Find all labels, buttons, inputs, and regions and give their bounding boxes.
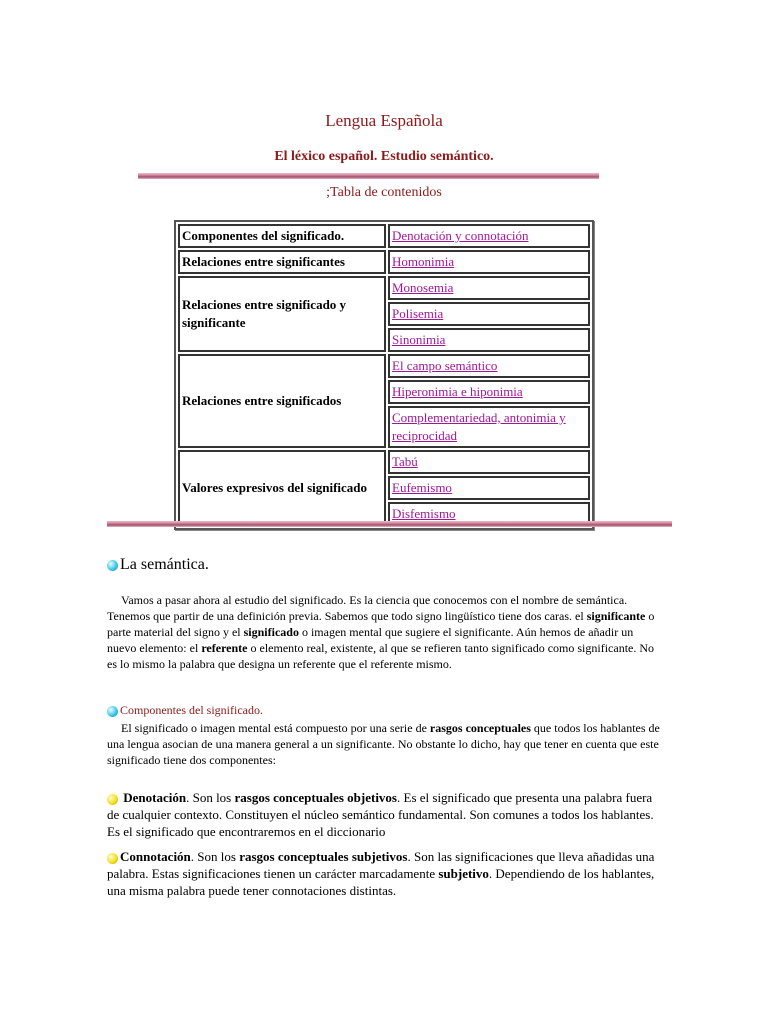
toc-link-denotacion[interactable]: Denotación y connotación [392,228,529,243]
page-title: Lengua Española [325,111,443,130]
bullet-ball-icon [107,560,118,571]
toc-category: Valores expresivos del significado [178,450,386,526]
toc-link-sinonimia[interactable]: Sinonimia [392,332,446,347]
section-heading-semantica [107,556,209,574]
toc-link-homonimia[interactable]: Homonimia [392,254,455,269]
section-heading-componentes [107,703,263,718]
toc-link-complementariedad[interactable]: Complementariedad, antonimia y reciprocidad [392,410,566,443]
bullet-ball-icon [107,794,118,805]
toc-table [174,220,594,530]
toc-title: ;Tabla de contenidos [326,185,442,200]
paragraph-denotacion: Denotación. Son los rasgos conceptuales objetivos. Es el significado que presenta una palabra fuera de cualquier contexto. Constituyen el núcleo semántico fundamental. Son comunes a todos los hablantes. Es el significado que encontraremos en el diccionario [107,790,654,839]
table-row [178,250,590,274]
toc-link-monosemia[interactable]: Monosemia [392,280,454,295]
toc-category: Componentes del significado. [178,224,386,248]
toc-category: Relaciones entre significado y significante [178,276,386,352]
table-row [178,276,590,300]
toc-link-tabu[interactable]: Tabú [392,454,418,469]
page-subtitle: El léxico español. Estudio semántico. [274,149,494,164]
toc-link-campo-semantico[interactable]: El campo semántico [392,358,498,373]
paragraph-connotacion: Connotación. Son los rasgos conceptuales subjetivos. Son las significaciones que lleva añadidas una palabra. Estas significaciones tienen un carácter marcadamente subjetivo. Dependiendo de los hablantes, una misma palabra puede tener connotaciones distintas. [107,849,655,898]
toc-link-polisemia[interactable]: Polisemia [392,306,444,321]
section-heading-text: La semántica. [120,556,209,573]
toc-link-eufemismo[interactable]: Eufemismo [392,480,452,495]
paragraph-componentes: El significado o imagen mental está compuesto por una serie de rasgos conceptuales que todos los hablantes de una lengua asocian de una manera general a un significante. No obstante lo dicho, hay que tener en cuenta que este significado tiene dos componentes: [107,721,660,767]
table-row [178,224,590,248]
section-heading-text: Componentes del significado. [120,703,263,717]
bullet-ball-icon [107,706,118,717]
toc-link-disfemismo[interactable]: Disfemismo [392,506,456,521]
divider-rule [107,521,672,527]
table-row [178,354,590,378]
toc-category: Relaciones entre significados [178,354,386,448]
toc-link-hiperonimia[interactable]: Hiperonimia e hiponimia [392,384,523,399]
table-row [178,450,590,474]
bullet-ball-icon [107,853,118,864]
paragraph-semantica: Vamos a pasar ahora al estudio del significado. Es la ciencia que conocemos con el nombre de semántica. Tenemos que partir de una definición previa. Sabemos que todo signo lingüístico tiene dos caras. el significante o parte material del signo y el significado o imagen mental que sugiere el significante. Aún hemos de añadir un nuevo elemento: el referente o elemento real, existente, al que se refieren tanto significado como significante. No es lo mismo la palabra que designa un referente que el referente mismo. [107,593,655,671]
toc-category: Relaciones entre significantes [178,250,386,274]
divider-rule [138,173,599,179]
